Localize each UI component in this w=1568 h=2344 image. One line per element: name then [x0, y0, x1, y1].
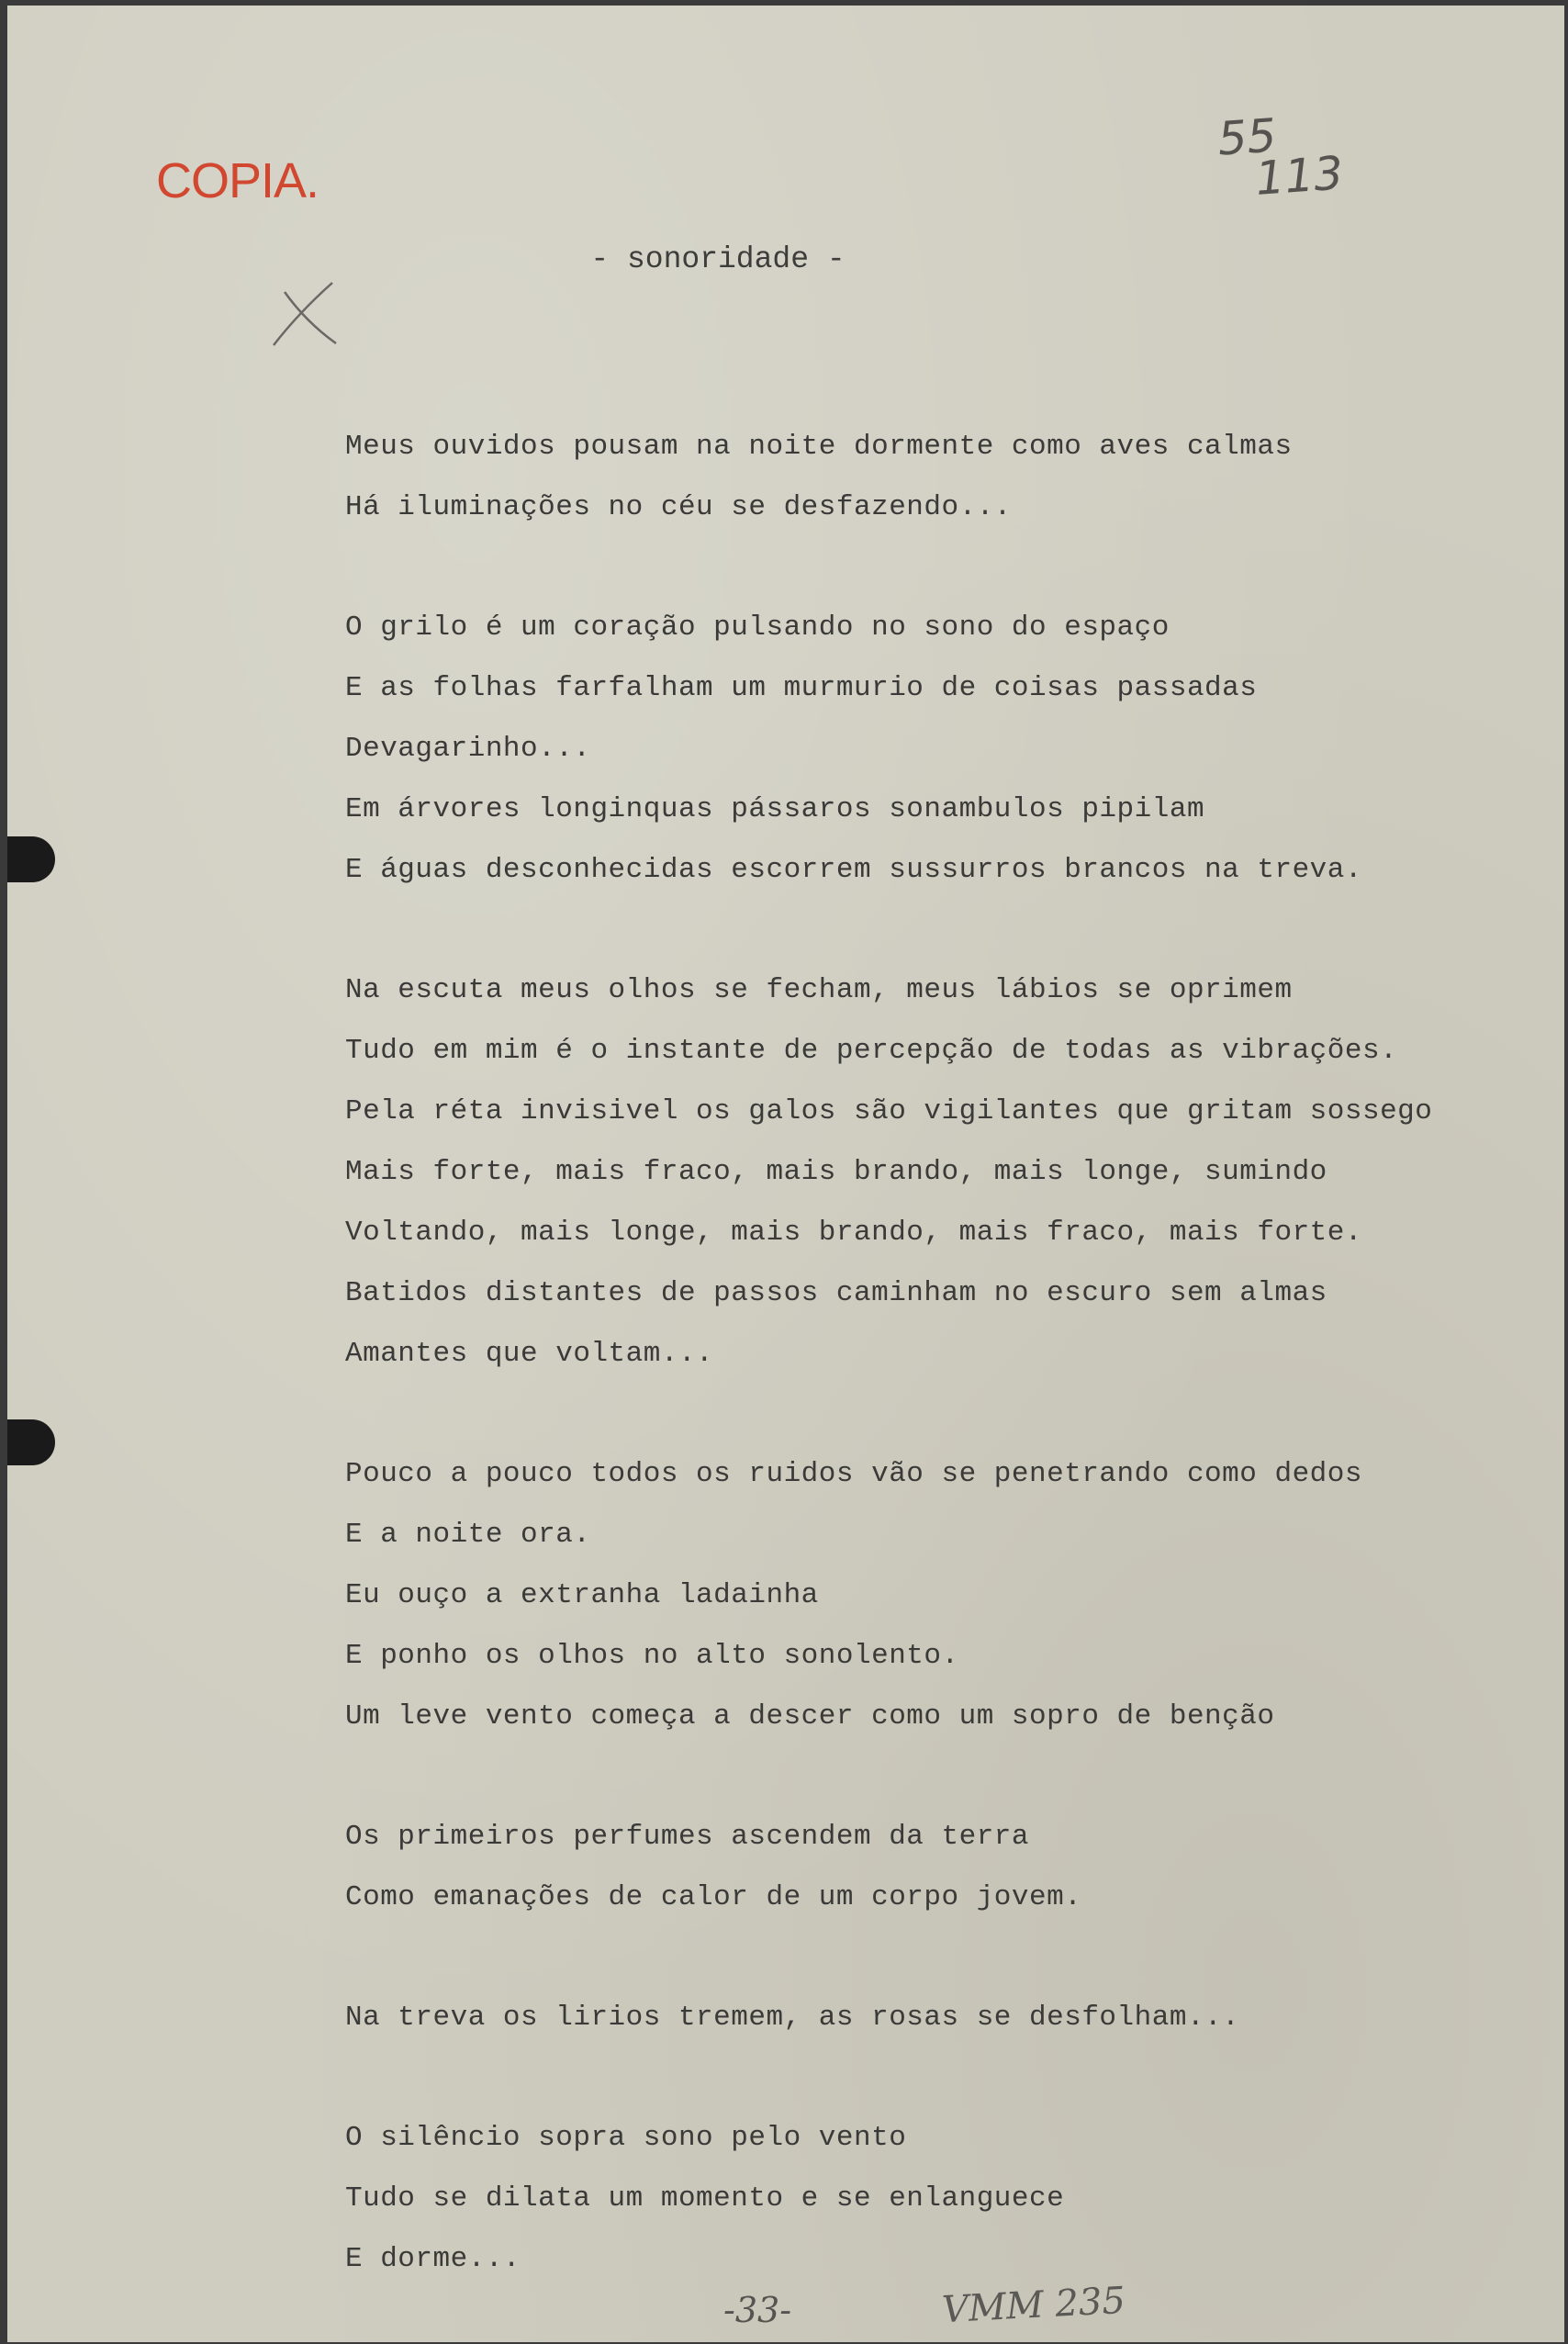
- poem-stanza: [345, 1444, 1557, 1747]
- poem-line: Batidos distantes de passos caminham no escuro sem almas: [345, 1277, 1327, 1309]
- poem-line: Voltando, mais longe, mais brando, mais fraco, mais forte.: [345, 1217, 1362, 1249]
- poem-line: E ponho os olhos no alto sonolento.: [345, 1640, 959, 1672]
- archive-number-line1: 55: [1215, 108, 1279, 166]
- poem-line: Eu ouço a extranha ladainha: [345, 1579, 819, 1611]
- poem-line: Mais forte, mais fraco, mais brando, mais longe, sumindo: [345, 1156, 1327, 1188]
- poem-stanza: [345, 1807, 1557, 1928]
- page-number: -33-: [723, 2290, 792, 2330]
- poem-line: Amantes que voltam...: [345, 1338, 714, 1370]
- poem-stanza: [345, 960, 1557, 1385]
- poem-line: Como emanações de calor de um corpo jovem.: [345, 1881, 1082, 1913]
- poem-line: Na treva os lirios tremem, as rosas se desfolham...: [345, 2002, 1240, 2034]
- poem-line: O grilo é um coração pulsando no sono do espaço: [345, 611, 1170, 644]
- poem-stanza: [345, 2108, 1557, 2290]
- poem-line: Um leve vento começa a descer como um sopro de benção: [345, 1700, 1275, 1733]
- poem-line: E a noite ora.: [345, 1519, 591, 1551]
- binder-hole-bottom: [7, 1419, 55, 1465]
- poem-stanza: [345, 598, 1557, 901]
- poem-line: Em árvores longinquas pássaros sonambulos pipilam: [345, 793, 1205, 825]
- poem-line: Na escuta meus olhos se fecham, meus lábios se oprimem: [345, 974, 1293, 1006]
- poem-stanza: [345, 417, 1557, 538]
- document-page: [7, 6, 1564, 2342]
- poem-line: Pouco a pouco todos os ruidos vão se penetrando como dedos: [345, 1458, 1362, 1490]
- poem-title: - sonoridade -: [590, 242, 846, 276]
- archive-number-handwritten: [1215, 108, 1345, 206]
- poem-line: Há iluminações no céu se desfazendo...: [345, 491, 1012, 523]
- poem-line: E águas desconhecidas escorrem sussurros brancos na treva.: [345, 854, 1362, 886]
- poem-line: Meus ouvidos pousam na noite dormente como aves calmas: [345, 431, 1293, 463]
- poem-line: O silêncio sopra sono pelo vento: [345, 2122, 907, 2154]
- poem-line: Tudo se dilata um momento e se enlanguece: [345, 2182, 1065, 2215]
- poem-stanza: [345, 1988, 1557, 2048]
- poem-line: E dorme...: [345, 2243, 521, 2275]
- poem-line: Devagarinho...: [345, 733, 591, 765]
- poem-body: [345, 417, 1557, 2342]
- archive-number-line2: 113: [1253, 146, 1345, 206]
- poem-line: E as folhas farfalham um murmurio de coisas passadas: [345, 672, 1258, 704]
- copia-stamp: COPIA.: [156, 153, 319, 208]
- pencil-x-mark-icon: [266, 279, 340, 353]
- binder-hole-top: [7, 836, 55, 882]
- poem-line: Tudo em mim é o instante de percepção de todas as vibrações.: [345, 1035, 1398, 1067]
- poem-line: Os primeiros perfumes ascendem da terra: [345, 1821, 1030, 1853]
- reference-code-handwritten: VMM 235: [940, 2279, 1126, 2332]
- poem-line: Pela réta invisivel os galos são vigilantes que gritam sossego: [345, 1095, 1433, 1127]
